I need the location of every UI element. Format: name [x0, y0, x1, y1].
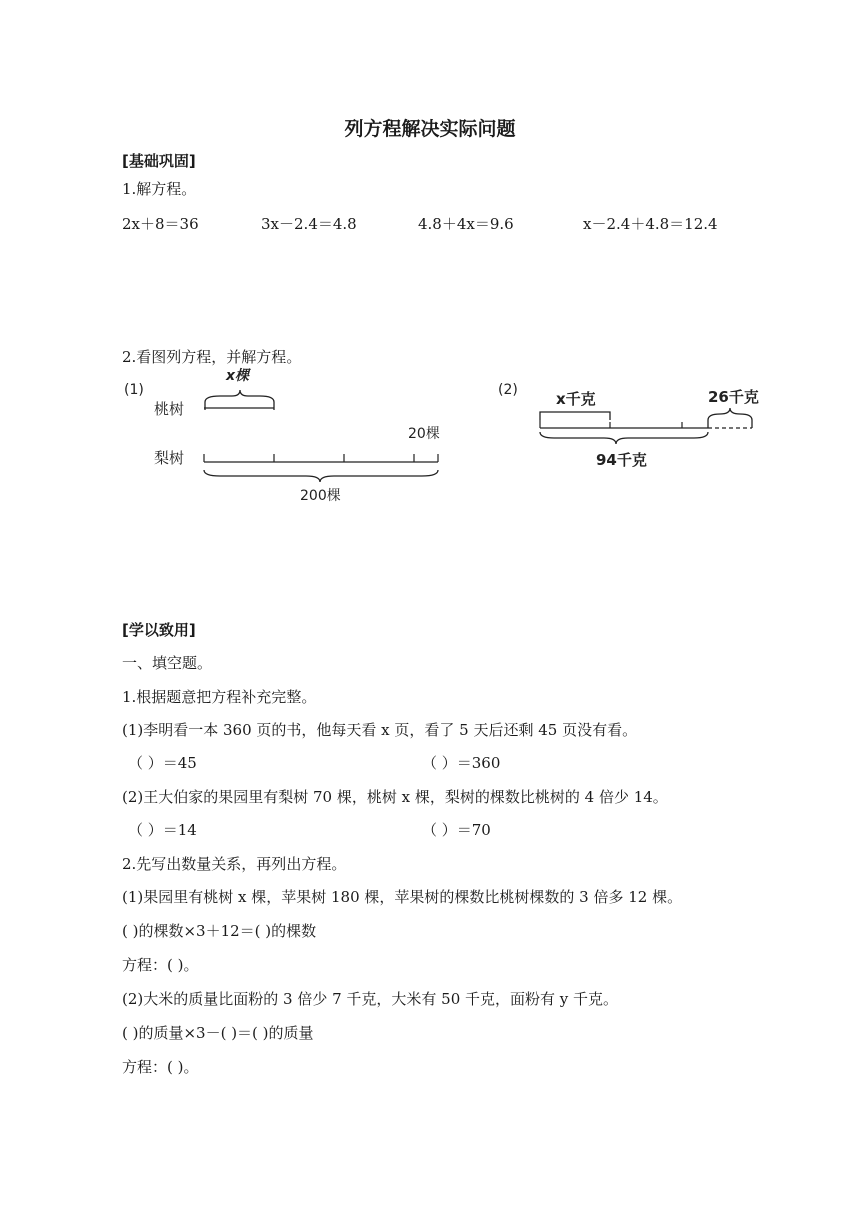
figure-2-top-brace — [540, 412, 610, 420]
fill-blank-1-1-b: （ ）＝360 — [422, 754, 501, 772]
fill-question-1: 1.根据题意把方程补充完整。 — [122, 688, 317, 706]
equation-1: 2x＋8＝36 — [122, 215, 199, 233]
figure-1-top-brace-label: x棵 — [226, 368, 250, 384]
figure-1-top-brace — [205, 390, 274, 410]
figure-1-row1-label: 桃树 — [154, 400, 185, 418]
figure-2-diagram — [494, 372, 784, 472]
equation-blank-2-1: 方程：( )。 — [122, 956, 199, 974]
section-heading-basic: [基础巩固] — [122, 152, 196, 170]
figure-1-total-label: 200棵 — [300, 488, 341, 504]
question-1-label: 1.解方程。 — [122, 180, 197, 198]
fill-blank-1-2-b: （ ）＝70 — [422, 821, 491, 839]
equation-4: x－2.4＋4.8＝12.4 — [583, 215, 718, 233]
figure-1-label: (1) — [124, 382, 144, 398]
figure-1-bottom-brace — [204, 470, 438, 482]
part-1-label: 一、填空题。 — [122, 654, 213, 672]
fill-question-1-2: (2)王大伯家的果园里有梨树 70 棵，桃树 x 棵，梨树的棵数比桃树的 4 倍少 14。 — [122, 788, 668, 806]
equation-blank-2-2: 方程：( )。 — [122, 1058, 199, 1076]
section-heading-apply: [学以致用] — [122, 621, 196, 639]
figure-1-extra-label: 20棵 — [408, 426, 440, 442]
figure-2-bottom-brace — [540, 432, 708, 444]
figure-2-label: (2) — [498, 382, 518, 398]
fill-blank-1-2-a: （ ）＝14 — [128, 821, 197, 839]
page-title: 列方程解决实际问题 — [344, 118, 516, 140]
question-2-label: 2.看图列方程，并解方程。 — [122, 348, 302, 366]
figure-1-diagram — [120, 366, 450, 508]
fill-question-2: 2.先写出数量关系，再列出方程。 — [122, 855, 347, 873]
fill-question-1-1: (1)李明看一本 360 页的书，他每天看 x 页，看了 5 天后还剩 45 页没有看。 — [122, 721, 638, 739]
figure-1-row2-label: 梨树 — [154, 449, 185, 467]
fill-question-2-2: (2)大米的质量比面粉的 3 倍少 7 千克，大米有 50 千克，面粉有 y 千克。 — [122, 990, 619, 1008]
fill-blank-1-1-a: （ ）＝45 — [128, 754, 197, 772]
figure-2-extra-brace — [708, 408, 752, 428]
equation-2: 3x－2.4＝4.8 — [261, 215, 357, 233]
equation-3: 4.8＋4x＝9.6 — [418, 215, 514, 233]
figure-2-total-label: 94千克 — [596, 451, 647, 469]
figure-2-top-brace-label: x千克 — [556, 390, 596, 408]
fill-question-2-1: (1)果园里有桃树 x 棵，苹果树 180 棵，苹果树的棵数比桃树棵数的 3 倍多 12 棵。 — [122, 888, 683, 906]
relation-2-1: ( )的棵数×3＋12＝( )的棵数 — [122, 922, 317, 940]
figure-2-extra-label: 26千克 — [708, 388, 759, 406]
relation-2-2: ( )的质量×3－( )＝( )的质量 — [122, 1024, 314, 1042]
